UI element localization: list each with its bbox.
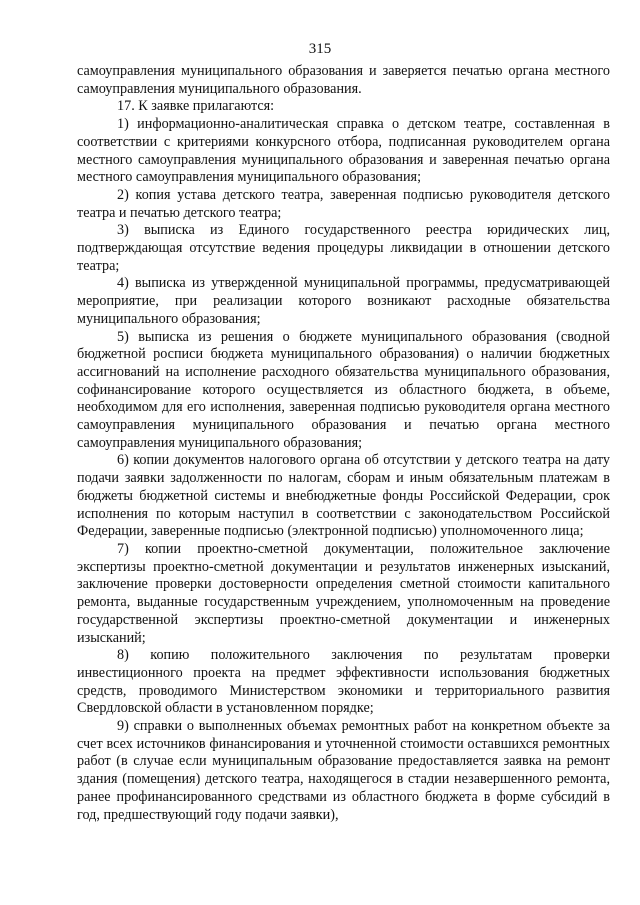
list-item-4: 4) выписка из утвержденной муниципальной программы, предусматривающей мероприятие, при реализации которого возникают расходные обязательства муниципального образования; bbox=[77, 275, 610, 327]
list-item-1: 1) информационно-аналитическая справка о детском театре, составленная в соответствии с критериями конкурсного отбора, подписанная руководителем органа местного самоуправления муниципального образования и заверенная печатью органа местного самоуправления муниципального образования; bbox=[77, 116, 610, 186]
list-item-5: 5) выписка из решения о бюджете муниципального образования (сводной бюджетной росписи бюджета муниципального образования) о наличии бюджетных ассигнований на исполнение расходного обязательства муниципального образования, софинансирование которого осуществляется из областного бюджета, в объеме, необходимом для его исполнения, заверенная подписью руководителя органа местного самоуправления муниципального образования и печатью органа местного самоуправления муниципального образования; bbox=[77, 328, 610, 451]
page-number: 315 bbox=[308, 41, 332, 57]
document-body bbox=[77, 63, 610, 824]
list-item-7: 7) копии проектно-сметной документации, положительное заключение экспертизы проектно-сметной документации и результатов инженерных изысканий, заключение проверки достоверности определения сметной стоимости капитального ремонта, выданные государственным учреждением, уполномоченным на проведение государственной экспертизы проектно-сметной документации и инженерных изысканий; bbox=[77, 540, 610, 646]
list-item-6: 6) копии документов налогового органа об отсутствии у детского театра на дату подачи заявки задолженности по налогам, сборам и иным обязательным платежам в бюджеты бюджетной системы и внебюджетные фонды Российской Федерации, срок исполнения по которым наступил в соответствии с законодательством Российской Федерации, заверенные подписью (электронной подписью) уполномоченного лица; bbox=[77, 452, 610, 540]
paragraph-continuation: самоуправления муниципального образования и заверяется печатью органа местного самоуправления муниципального образования. bbox=[77, 63, 610, 97]
paragraph-item-17: 17. К заявке прилагаются: bbox=[117, 98, 275, 115]
list-item-8: 8) копию положительного заключения по результатам проверки инвестиционного проекта на предмет эффективности использования бюджетных средств, проводимого Министерством экономики и территориального развития Свердловской области в установленном порядке; bbox=[77, 647, 610, 717]
list-item-3: 3) выписка из Единого государственного реестра юридических лиц, подтверждающая отсутствие ведения процедуры ликвидации в отношении детского театра; bbox=[77, 222, 610, 274]
list-item-9: 9) справки о выполненных объемах ремонтных работ на конкретном объекте за счет всех источников финансирования и уточненной стоимости оставшихся ремонтных работ (в случае если муниципальным образование предоставляется заявка на ремонт здания (помещения) детского театра, находящегося в стадии незавершенного ремонта, ранее профинансированного средствами из областного бюджета в форме субсидий в год, предшествующий году подачи заявки), bbox=[77, 718, 610, 823]
list-item-2: 2) копия устава детского театра, заверенная подписью руководителя детского театра и печатью детского театра; bbox=[77, 186, 610, 221]
